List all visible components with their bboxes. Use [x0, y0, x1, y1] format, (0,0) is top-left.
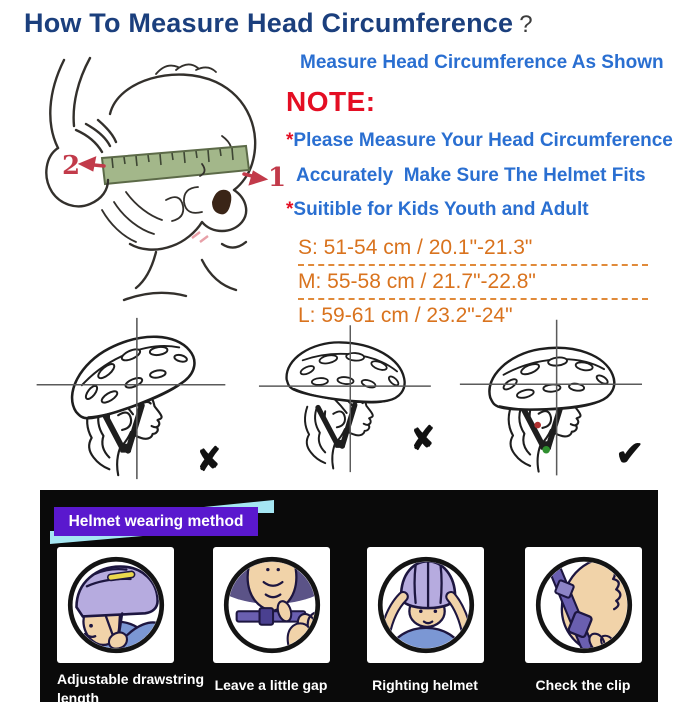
step-caption: Righting helmet — [372, 677, 478, 693]
page-title — [24, 8, 533, 39]
note-column — [286, 52, 676, 330]
helmet-shell — [284, 333, 410, 411]
baby-eye — [212, 190, 231, 215]
strap-junction-dot — [534, 422, 541, 429]
size-large: L: 59-61 cm / 23.2"-24" — [298, 304, 513, 327]
bullet-measure-line2: Accurately Make Sure The Helmet Fits — [296, 165, 646, 186]
wearing-method-panel — [40, 490, 658, 706]
baby-measure-illustration — [6, 52, 288, 308]
fit-check-tilted-back — [24, 314, 236, 486]
bullet-measure — [286, 130, 676, 152]
leave-gap-icon — [220, 553, 324, 657]
step-check-clip — [525, 547, 642, 663]
bullet-suitable-text: Suitible for Kids Youth and Adult — [293, 199, 589, 220]
baby-measure-drawing — [6, 52, 288, 308]
step-caption: Leave a little gap — [214, 677, 328, 693]
strap-buckle — [120, 444, 131, 453]
bullet-suitable — [286, 199, 676, 221]
strap-buckle — [335, 440, 345, 448]
correct-mark-icon: ✔ — [615, 435, 644, 473]
step-adjust-drawstring — [57, 547, 174, 663]
baby-eye-curl — [184, 187, 202, 213]
step-righting-helmet — [367, 547, 484, 663]
page-title-question-mark: ? — [519, 11, 533, 38]
baby-shoulder — [124, 252, 236, 300]
bullet-measure-text: Please Measure Your Head Circumference — [293, 130, 673, 151]
tape-step1-label: 1 — [268, 163, 287, 193]
chin-clip-dot — [542, 446, 550, 454]
step-leave-gap — [213, 547, 330, 663]
wrong-mark-icon: ✘ — [194, 440, 224, 479]
fit-check-correct — [450, 316, 650, 482]
step-caption: Adjustable drawstring length — [57, 671, 205, 706]
helmet-shell — [59, 323, 202, 424]
measuring-tape — [102, 146, 249, 184]
banner-title-box — [54, 507, 258, 536]
helmet-tilted-forward-drawing — [250, 321, 438, 479]
wrong-mark-icon: ✘ — [408, 419, 438, 458]
check-clip-icon — [532, 553, 636, 657]
adjust-drawstring-icon — [64, 553, 168, 657]
shown-line: Measure Head Circumference As Shown — [300, 52, 664, 73]
baby-smile — [222, 242, 246, 248]
baby-hair — [156, 64, 216, 74]
step-caption: Check the clip — [535, 677, 631, 693]
size-divider — [298, 298, 648, 300]
fit-check-row — [0, 311, 679, 489]
size-divider — [298, 264, 648, 266]
size-medium: M: 55-58 cm / 21.7"-22.8" — [298, 270, 536, 293]
bullet-star: * — [286, 199, 294, 220]
righting-helmet-icon — [374, 553, 478, 657]
tape-step2-label: 2 — [62, 151, 81, 181]
page-title-text: How To Measure Head Circumference — [24, 8, 514, 38]
baby-ear — [166, 197, 183, 221]
wearing-method-banner — [48, 498, 278, 544]
note-label: NOTE: — [286, 86, 376, 117]
adult-fingers — [102, 192, 162, 242]
fit-check-tilted-forward — [250, 321, 438, 479]
helmet-shell — [489, 348, 614, 410]
banner-title: Helmet wearing method — [68, 512, 244, 530]
size-small: S: 51-54 cm / 20.1"-21.3" — [298, 236, 533, 259]
bullet-star: * — [286, 130, 294, 151]
